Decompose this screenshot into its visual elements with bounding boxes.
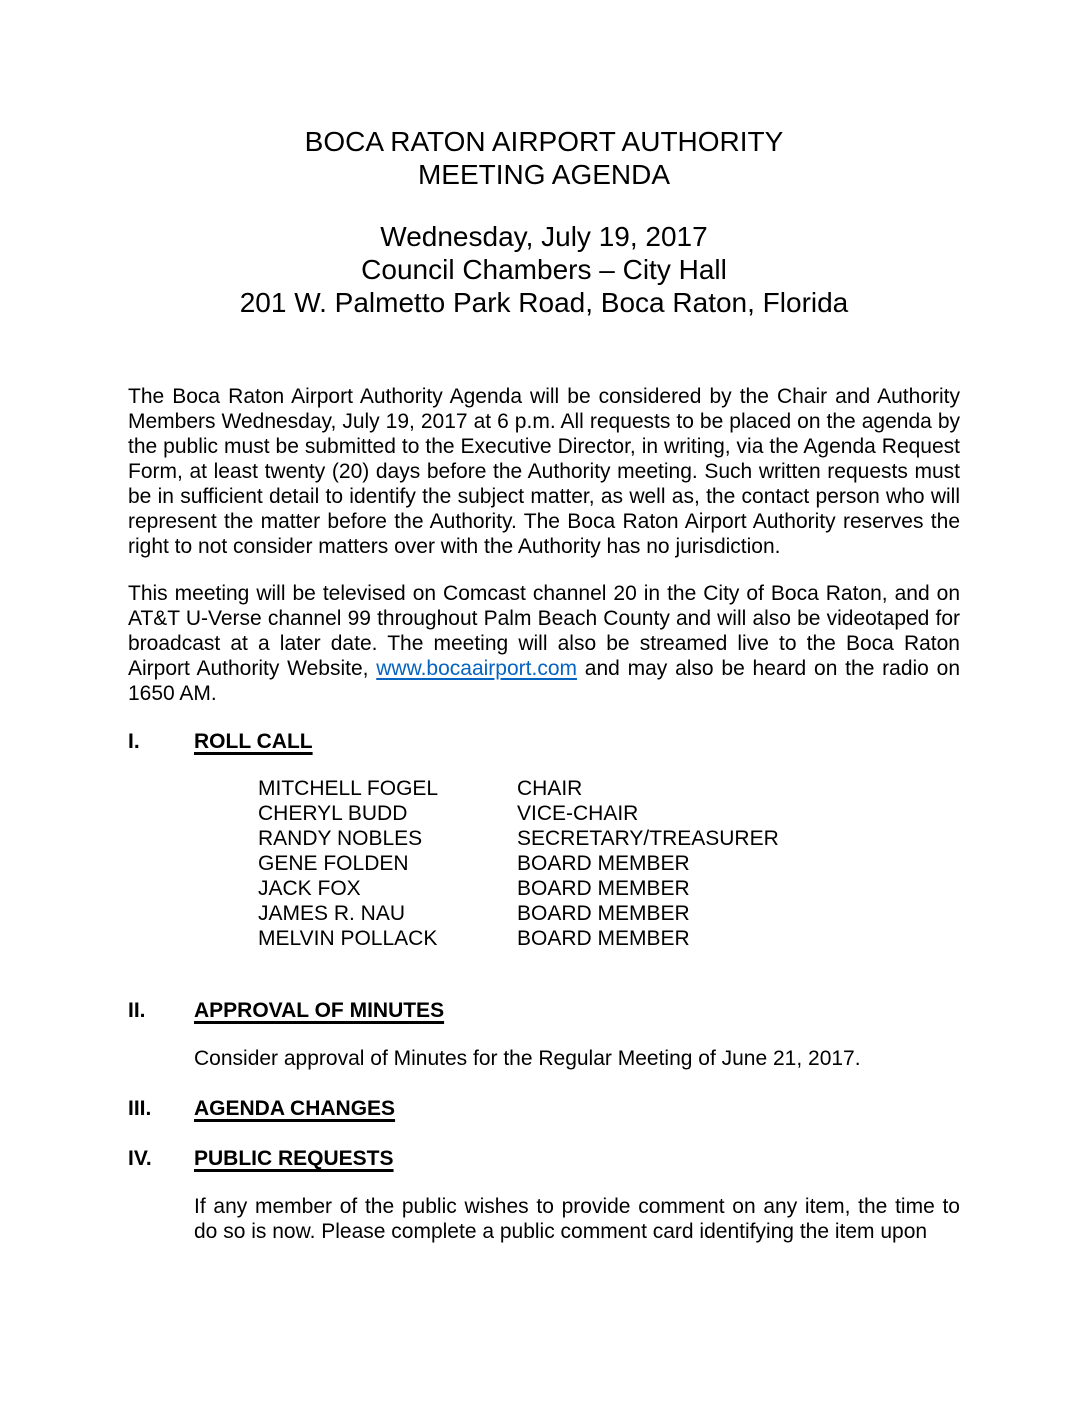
roll-call-row — [258, 826, 960, 851]
member-name: GENE FOLDEN — [258, 852, 409, 875]
section-iv-heading-text: PUBLIC REQUESTS — [194, 1147, 394, 1170]
meeting-address: 201 W. Palmetto Park Road, Boca Raton, Florida — [239, 287, 849, 318]
section-iii-heading-text: AGENDA CHANGES — [194, 1097, 396, 1120]
member-name: JACK FOX — [258, 877, 361, 900]
member-title: SECRETARY/TREASURER — [517, 827, 779, 850]
member-name: JAMES R. NAU — [258, 902, 406, 925]
document-subtitle: MEETING AGENDA — [417, 159, 671, 190]
member-name: MELVIN POLLACK — [258, 927, 438, 950]
roll-call-row — [258, 901, 960, 926]
section-ii-numeral: II. — [128, 999, 146, 1022]
section-iv-body: If any member of the public wishes to provide comment on any item, the time to do so is now. Please complete a public comment card identifying the item upon — [194, 1195, 960, 1243]
roll-call-row — [258, 801, 960, 826]
member-title: BOARD MEMBER — [517, 877, 690, 900]
intro-paragraph-2 — [128, 581, 960, 706]
member-name: MITCHELL FOGEL — [258, 777, 439, 800]
member-name: RANDY NOBLES — [258, 827, 423, 850]
meeting-venue: Council Chambers – City Hall — [361, 254, 727, 285]
section-iii-agenda-changes-heading — [128, 1096, 960, 1121]
section-i-numeral: I. — [128, 730, 140, 753]
roll-call-row — [258, 876, 960, 901]
intro-paragraph-1: The Boca Raton Airport Authority Agenda will be considered by the Chair and Authority Members Wednesday, July 19, 2017 at 6 p.m. All requests to be placed on the agenda by the public must be submitted to the Executive Director, in writing, via the Agenda Request Form, at least twenty (20) days before the Authority meeting. Such written requests must be in sufficient detail to identify the subject matter, as well as, the contact person who will represent the matter before the Authority. The Boca Raton Airport Authority reserves the right to not consider matters over with the Authority has no jurisdiction. — [128, 385, 960, 558]
member-title: BOARD MEMBER — [517, 927, 690, 950]
member-title: BOARD MEMBER — [517, 902, 690, 925]
member-title: CHAIR — [517, 777, 583, 800]
section-iii-numeral: III. — [128, 1097, 152, 1120]
roll-call-row — [258, 776, 960, 801]
intro-paragraph-2-after-link: and may also be heard on the radio on 1650 AM. — [128, 657, 960, 705]
section-i-heading-text: ROLL CALL — [194, 730, 313, 753]
section-iv-public-requests-heading — [128, 1146, 960, 1171]
section-iv-numeral: IV. — [128, 1147, 152, 1170]
meeting-info-block — [128, 220, 960, 319]
title-block — [128, 125, 960, 191]
document-body — [128, 384, 960, 1244]
section-ii-approval-of-minutes-heading — [128, 998, 960, 1023]
roll-call-list — [128, 776, 960, 951]
roll-call-row — [258, 926, 960, 951]
document-header — [128, 125, 960, 319]
member-name: CHERYL BUDD — [258, 802, 408, 825]
website-link[interactable]: www.bocaairport.com — [376, 657, 577, 680]
meeting-date: Wednesday, July 19, 2017 — [380, 221, 708, 252]
section-ii-body: Consider approval of Minutes for the Regular Meeting of June 21, 2017. — [194, 1047, 861, 1070]
document-title: BOCA RATON AIRPORT AUTHORITY — [304, 126, 784, 157]
intro-paragraph-2-before-link: This meeting will be televised on Comcast channel 20 in the City of Boca Raton, and on AT&T U-Verse channel 99 throughout Palm Beach County and will also be videotaped for broadcast at a later date. The meeting will also be streamed live to the Boca Raton Airport Authority Website, — [128, 582, 960, 680]
section-ii-heading-text: APPROVAL OF MINUTES — [194, 999, 445, 1022]
roll-call-row — [258, 851, 960, 876]
section-i-roll-call-heading — [128, 729, 960, 754]
member-title: VICE-CHAIR — [517, 802, 639, 825]
member-title: BOARD MEMBER — [517, 852, 690, 875]
